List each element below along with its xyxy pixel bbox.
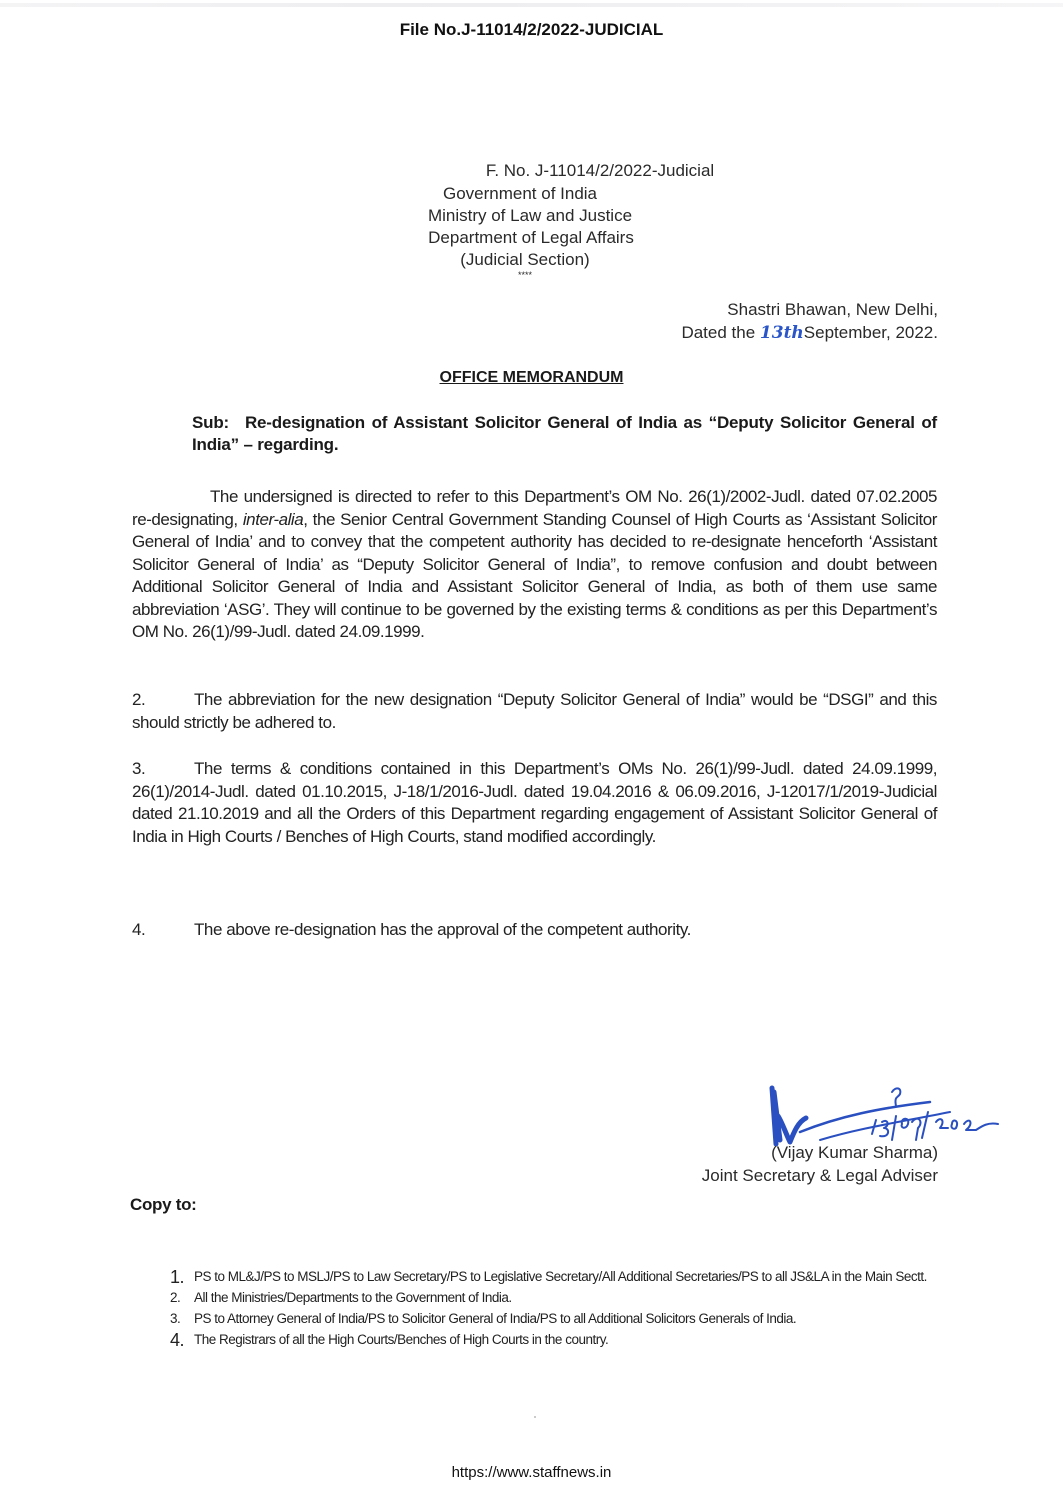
letterhead-file-number: F. No. J-11014/2/2022-Judicial <box>485 161 715 180</box>
file-number-header: File No.J-11014/2/2022-JUDICIAL <box>399 20 664 39</box>
handwritten-day: 13th <box>759 323 804 343</box>
letterhead-ministry: Ministry of Law and Justice <box>427 206 633 225</box>
issue-date <box>681 322 938 344</box>
list-item <box>170 1309 950 1329</box>
list-item-number: 2. <box>170 1290 181 1305</box>
paragraph-1-italic: inter-alia <box>242 509 304 529</box>
letterhead-department: Department of Legal Affairs <box>428 228 634 247</box>
list-item-text: PS to Attorney General of India/PS to Solicitor General of India/PS to all Additional Solicitors Generals of India. <box>194 1311 797 1326</box>
scan-artifact <box>0 3 1063 7</box>
list-item-number: 3. <box>170 1311 181 1326</box>
list-item <box>170 1288 950 1308</box>
paragraph-3 <box>132 758 937 848</box>
subject-text: Re-designation of Assistant Solicitor General of India as “Deputy Solicitor General of India” – regarding. <box>192 413 937 454</box>
list-item-number: 4. <box>170 1330 185 1350</box>
list-item-number: 1. <box>170 1267 185 1287</box>
list-item-text: The Registrars of all the High Courts/Benches of High Courts in the country. <box>194 1332 609 1347</box>
subject-label: Sub: <box>192 413 229 432</box>
place-of-issue: Shastri Bhawan, New Delhi, <box>727 300 938 319</box>
copy-to-heading: Copy to: <box>130 1195 197 1214</box>
footer-url[interactable]: https://www.staffnews.in <box>451 1464 612 1481</box>
copy-to-list <box>170 1267 950 1351</box>
letterhead-section: (Judicial Section) <box>460 250 590 269</box>
paragraph-3-text: The terms & conditions contained in this Department’s OMs No. 26(1)/99-Judl. dated 24.09.1999, 26(1)/2014-Judl. dated 01.10.2015, J-18/1/2016-Judl. dated 19.04.2016 & 06.09.2016, J-12017/1/2019-Judicial dated 21.10.2019 and all the Orders of this Department regarding engagement of Assistant Solicitor General of India in High Courts / Benches of High Courts, stand modified accordingly. <box>132 759 937 846</box>
paragraph-number: 2. <box>132 690 146 709</box>
date-suffix: September, 2022. <box>803 323 938 342</box>
list-item-text: PS to ML&J/PS to MSLJ/PS to Law Secretary/PS to Legislative Secretary/All Additional Secretaries/PS to all JS&LA in the Main Sectt. <box>194 1269 927 1284</box>
signer-name: (Vijay Kumar Sharma) <box>771 1143 938 1162</box>
paragraph-1 <box>132 486 937 644</box>
paragraph-1-text-b: , the Senior Central Government Standing Counsel of High Courts as ‘Assistant Solicitor General of India’ and to convey that the competent authority has decided to re-designate henceforth ‘Assistant Solicitor General of India’ as “Deputy Solicitor General of India”, to remove confusion and doubt between Additional Solicitor General of India and Assistant Solicitor General of India, as both of them use same abbreviation ‘ASG’. They will continue to be governed by the existing terms & conditions as per this Department’s OM No. 26(1)/99-Judl. dated 24.09.1999. <box>132 509 937 641</box>
paragraph-2-text: The abbreviation for the new designation “Deputy Solicitor General of India” would be “DSGI” and this should strictly be adhered to. <box>132 690 937 732</box>
memorandum-title: OFFICE MEMORANDUM <box>439 369 624 386</box>
paragraph-number: 4. <box>132 920 146 939</box>
paragraph-1-text-a: The undersigned is directed to refer to this Department’s OM No. 26(1)/2002-Judl. dated 07.02.2005 re-designating, <box>132 487 937 529</box>
list-item-text: All the Ministries/Departments to the Government of India. <box>194 1290 512 1305</box>
paragraph-4-text: The above re-designation has the approval of the competent authority. <box>194 920 691 939</box>
paragraph-2 <box>132 689 937 734</box>
scan-dot <box>534 1416 536 1418</box>
letterhead-separator: **** <box>517 270 532 280</box>
subject <box>192 412 937 456</box>
date-prefix: Dated the <box>681 323 756 342</box>
list-item <box>170 1267 950 1287</box>
letterhead-government: Government of India <box>442 184 598 203</box>
paragraph-number: 3. <box>132 759 146 778</box>
signer-designation: Joint Secretary & Legal Adviser <box>701 1166 938 1185</box>
paragraph-4 <box>132 919 937 942</box>
list-item <box>170 1330 950 1350</box>
